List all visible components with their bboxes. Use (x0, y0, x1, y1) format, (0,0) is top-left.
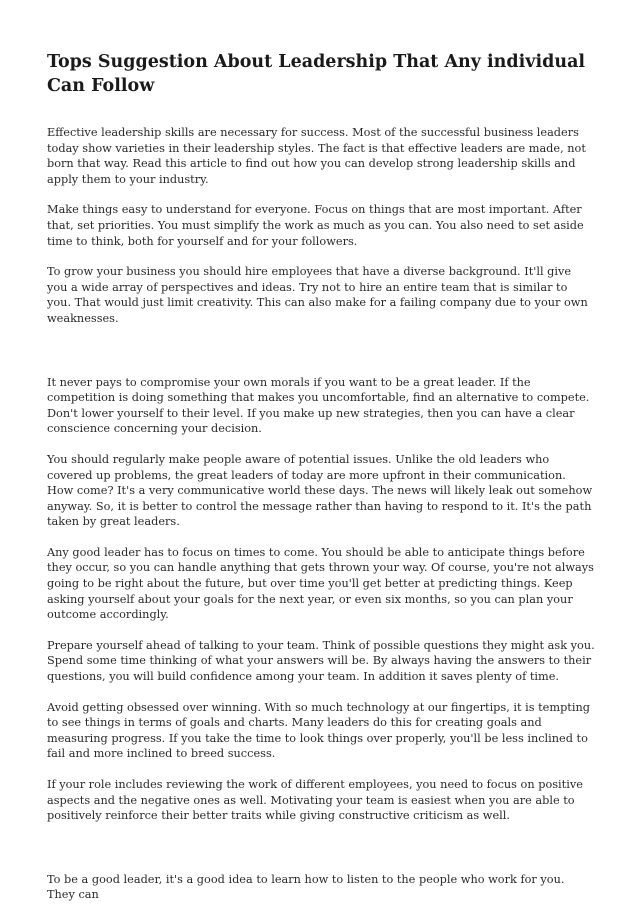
document-title: Tops Suggestion About Leadership That Any individual Can Follow (47, 52, 586, 96)
section-spacer (47, 342, 595, 375)
paragraph-future: Any good leader has to focus on times to come. You should be able to anticipate things before they occur, so you can handle anything that gets thrown your way. Of course, you're not always going to be right about the future, but over time you'll get better at predicting things. Keep asking yourself about your goals for the next year, or even six months, so you can plan your outcome accordingly. (47, 545, 594, 622)
document-page (47, 50, 595, 918)
paragraph-morals: It never pays to compromise your own morals if you want to be a great leader. If the competition is doing something that makes you uncomfortable, find an alternative to compete. Don't lower yourself to their level. If you make up new strategies, then you can have a clear conscience concerning your decision. (47, 375, 590, 436)
paragraph-intro: Effective leadership skills are necessary for success. Most of the successful business leaders today show varieties in their leadership styles. The fact is that effective leaders are made, not born that way. Read this article to find out how you can develop strong leadership skills and apply them to your industry. (47, 126, 586, 186)
paragraph-diversity: To grow your business you should hire employees that have a diverse background. It'll give you a wide array of perspectives and ideas. Try not to hire an entire team that is similar to you. That would just limit creativity. This can also make for a failing company due to your own weaknesses. (47, 265, 588, 325)
paragraph-simplify: Make things easy to understand for everyone. Focus on things that are most important. After that, set priorities. You must simplify the work as much as you can. You also need to set aside time to think, both for yourself and for your followers. (47, 203, 584, 248)
section-spacer (47, 839, 595, 872)
paragraph-review: If your role includes reviewing the work of different employees, you need to focus on positive aspects and the negative ones as well. Motivating your team is easiest when you are able to positively reinforce their better traits while giving constructive criticism as well. (47, 778, 583, 823)
paragraph-winning: Avoid getting obsessed over winning. With so much technology at our fingertips, it is tempting to see things in terms of goals and charts. Many leaders do this for creating goals and measuring progress. If you take the time to look things over properly, you'll be less inclined to fail and more inclined to breed success. (47, 700, 590, 761)
paragraph-listen: To be a good leader, it's a good idea to learn how to listen to the people who work for you. They can (47, 872, 565, 902)
paragraph-prepare: Prepare yourself ahead of talking to your team. Think of possible questions they might ask you. Spend some time thinking of what your answers will be. By always having the answers to their questions, you will build confidence among your team. In addition it saves plenty of time. (47, 638, 595, 684)
paragraph-issues: You should regularly make people aware of potential issues. Unlike the old leaders who covered up problems, the great leaders of today are more upfront in their communication. How come? It's a very communicative world these days. The news will likely leak out somehow anyway. So, it is better to control the message rather than having to respond to it. It's the path taken by great leaders. (47, 452, 593, 529)
